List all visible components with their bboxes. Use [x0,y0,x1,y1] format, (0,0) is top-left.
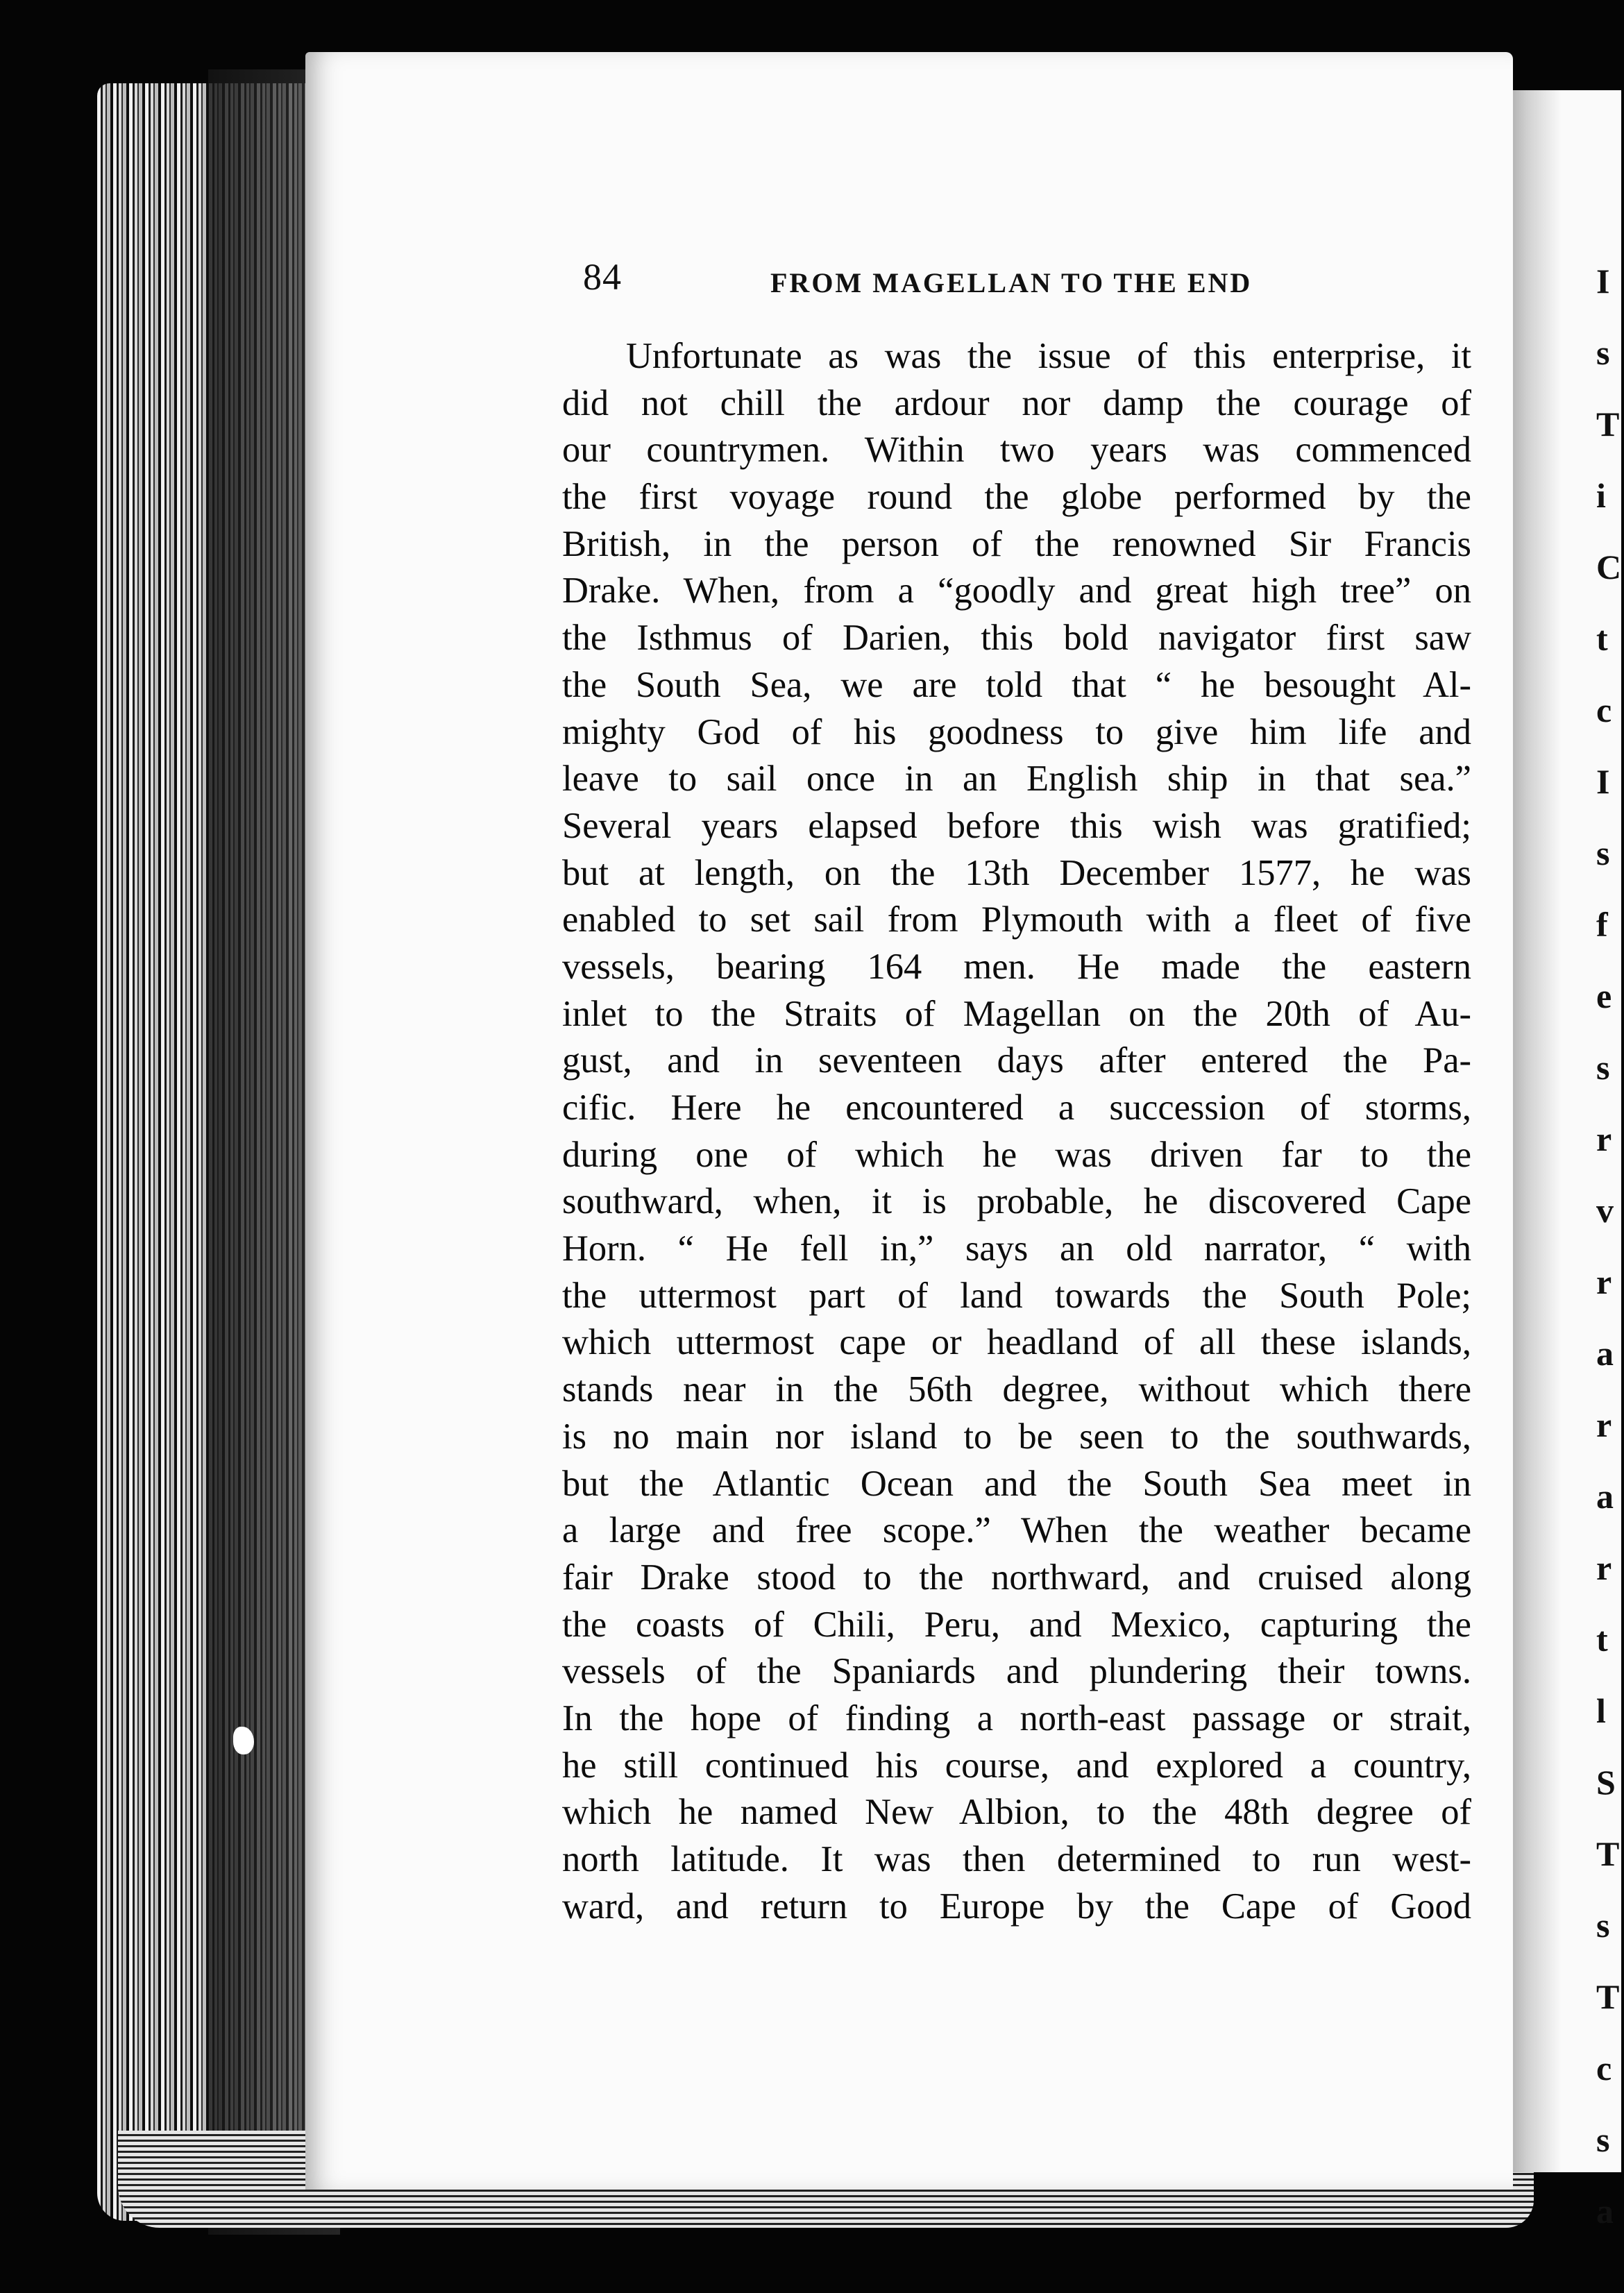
facing-page-fragment: s [1596,1048,1610,1087]
facing-page-fragment: v [1596,1191,1614,1230]
facing-page-fragment: r [1596,1405,1612,1444]
facing-page-fragment: a [1596,1477,1614,1516]
text-line: which uttermost cape or headland of all these islands, [562,1322,1471,1363]
text-line: gust, and in seventeen days after entered the Pa- [562,1040,1471,1081]
facing-page-fragment: t [1596,1620,1608,1659]
text-line: the coasts of Chili, Peru, and Mexico, capturing the [562,1604,1471,1645]
text-line: is no main nor island to be seen to the southwards, [562,1416,1471,1457]
facing-page-fragment: i [1596,476,1606,515]
facing-page-fragment: c [1596,691,1612,729]
paper-tear-mark [233,1727,254,1754]
facing-page-fragment: s [1596,834,1610,872]
text-line: the Isthmus of Darien, this bold navigator first saw [562,618,1471,659]
text-line: inlet to the Straits of Magellan on the 20th of Au- [562,993,1471,1034]
text-line: enabled to set sail from Plymouth with a fleet of five [562,899,1471,940]
text-line: but at length, on the 13th December 1577, he was [562,852,1471,893]
facing-page-fragment: s [1596,2120,1610,2159]
text-line: Drake. When, from a “goodly and great high tree” on [562,570,1471,611]
text-line: stands near in the 56th degree, without which there [562,1369,1471,1410]
facing-page-fragment: s [1596,333,1610,372]
text-line: the uttermost part of land towards the South Pole; [562,1275,1471,1316]
body-text [562,333,1471,1930]
facing-page-fragment: I [1596,262,1610,301]
text-line: British, in the person of the renowned Sir Francis [562,523,1471,564]
running-title: FROM MAGELLAN TO THE END [770,267,1253,298]
facing-page-fragment: r [1596,1548,1612,1587]
facing-page-fragment: a [1596,2192,1614,2231]
text-line: Several years elapsed before this wish was gratified; [562,805,1471,846]
facing-page-fragment: r [1596,1262,1612,1301]
text-line: cific. Here he encountered a succession of storms, [562,1088,1471,1128]
text-line: leave to sail once in an English ship in that sea.” [562,759,1471,799]
text-line: a large and free scope.” When the weather became [562,1510,1471,1551]
text-line: southward, when, it is probable, he discovered Cape [562,1181,1471,1222]
text-line: but the Atlantic Ocean and the South Sea meet in [562,1463,1471,1504]
facing-page-fragment: l [1596,1691,1606,1730]
text-line: vessels of the Spaniards and plundering their towns. [562,1651,1471,1692]
facing-page-fragment: T [1596,405,1620,443]
text-line: In the hope of finding a north-east passage or strait, [562,1698,1471,1738]
facing-page-fragment: c [1596,2049,1612,2088]
text-line: Horn. “ He fell in,” says an old narrator, “ with [562,1228,1471,1269]
page-number: 84 [583,256,622,298]
text-line: Unfortunate as was the issue of this enterprise, it [626,336,1471,376]
facing-page-fragment: f [1596,905,1608,944]
text-line: north latitude. It was then determined to run west- [562,1839,1471,1879]
facing-page-fragment: C [1596,548,1622,586]
facing-page-fragment: s [1596,1906,1610,1945]
running-head [583,255,1305,304]
facing-page-fragment: a [1596,1334,1614,1373]
facing-page-fragment: I [1596,762,1610,801]
text-line: our countrymen. Within two years was commenced [562,430,1471,471]
text-line: the first voyage round the globe performed by the [562,477,1471,518]
text-line: ward, and return to Europe by the Cape of Good [562,1886,1471,1927]
facing-page-fragment: t [1596,619,1608,658]
text-line: fair Drake stood to the northward, and cruised along [562,1557,1471,1598]
facing-page-fragment: S [1596,1763,1616,1802]
facing-page-fragment: T [1596,1977,1620,2016]
text-line: which he named New Albion, to the 48th degree of [562,1792,1471,1833]
text-line: during one of which he was driven far to the [562,1134,1471,1175]
facing-page [1499,90,1622,2231]
text-line: he still continued his course, and explored a country, [562,1745,1471,1786]
facing-page-fragment: T [1596,1834,1620,1873]
facing-page-fragment: r [1596,1119,1612,1158]
text-line: mighty God of his goodness to give him life and [562,711,1471,752]
facing-page-fragment: e [1596,976,1612,1015]
text-line: did not chill the ardour nor damp the courage of [562,382,1471,423]
text-line: vessels, bearing 164 men. He made the eastern [562,946,1471,987]
text-line: the South Sea, we are told that “ he besought Al- [562,664,1471,705]
